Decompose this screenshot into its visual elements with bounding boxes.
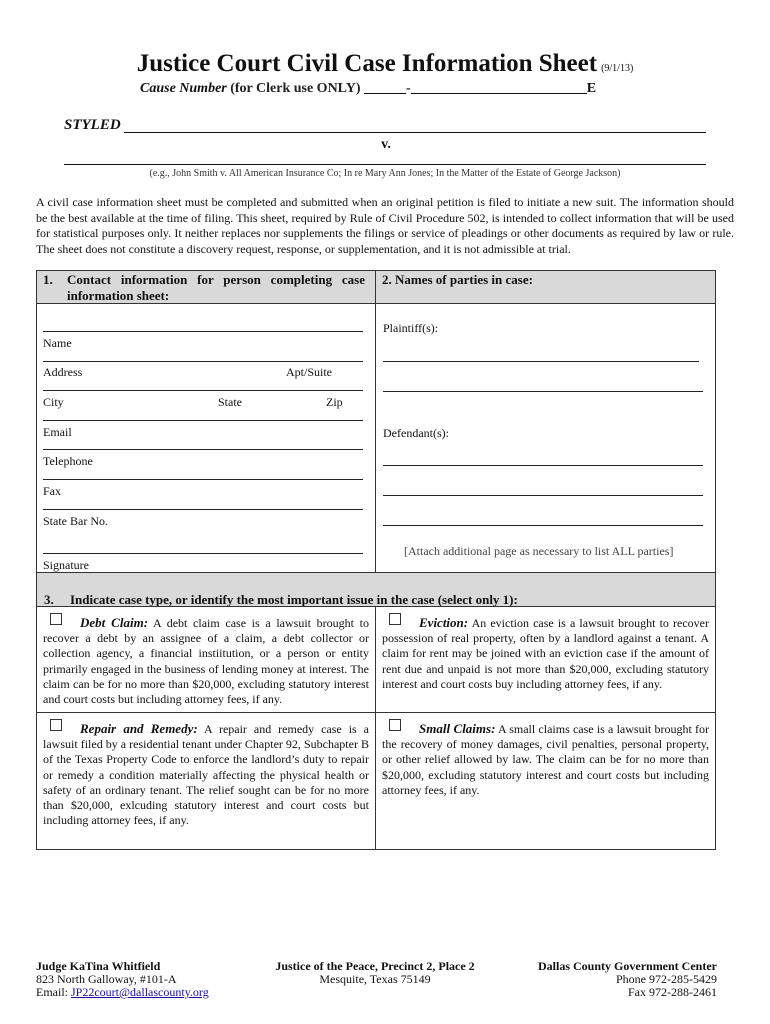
debt-claim-title: Debt Claim: [80,615,149,630]
styled-plaintiff-field[interactable] [124,132,706,133]
page-title [0,50,770,78]
judge-address: 823 North Galloway, #101-A [36,972,177,986]
bar-number-field[interactable] [43,509,363,510]
city-state-zip-field[interactable] [43,390,363,391]
repair-remedy-title: Repair and Remedy: [80,721,198,736]
fax-field[interactable] [43,479,363,480]
judge-email-row [36,986,209,999]
eviction-checkbox[interactable] [389,613,401,625]
address-field[interactable] [43,361,363,362]
debt-claim-option [36,606,376,713]
cause-label: Cause Number [140,81,227,96]
styled-defendant-field[interactable] [64,164,706,165]
plaintiffs-label: Plaintiff(s): [383,321,439,335]
city-label: City [43,395,64,409]
section2-number: 2. [382,272,392,287]
section3-header [36,572,716,607]
center-name: Dallas County Government Center [538,959,717,973]
small-claims-text: A small claims case is a lawsuit brought for the recovery of money damages, civil penalties, personal property, or other relief allowed by law. The claim can be for no more than $20,000, excluding statutory interest and court costs but including attorney fees, if any. [382,722,710,797]
small-claims-title: Small Claims: [419,721,496,736]
form-title: Justice Court Civil Case Information Sheet [136,50,598,77]
section3-number: 3. [44,592,54,607]
repair-remedy-option [36,712,376,850]
fax-label: Fax [43,484,61,498]
eviction-text: An eviction case is a lawsuit brought to recover possession of real property, often by a landlord against a tenant. A claim for rent may be joined with an eviction case if the amount of rent due and unpaid is not more than $20,000, excluding statutory interest and court costs buy including attorney fees, if any. [382,616,709,691]
defendants-label: Defendant(s): [383,426,449,440]
section1-number: 1. [43,272,53,287]
styled-example: (e.g., John Smith v. All American Insurance Co; In re Mary Ann Jones; In the Matter of the Estate of George Jackson) [149,168,621,179]
styled-label: STYLED [64,117,121,133]
intro-paragraph: A civil case information sheet must be completed and submitted when an original petition is filed to initiate a new suit. The information should be the best available at the time of filing. This sheet, required by Rule of Civil Procedure 502, is intended to collect information that will be used for statistical purposes only. It neither replaces nor supplements the filings or service of pleadings or other documents as required by law or rule. The sheet does not constitute a discovery request, response, or supplementation, and it is not admissible at trial. [36,195,734,256]
plaintiff-field-1[interactable] [383,361,699,362]
versus-text: v. [381,137,391,152]
name-label: Name [43,336,72,350]
center-fax: Fax 972-288-2461 [628,985,717,999]
defendant-field-1[interactable] [383,465,703,466]
revision-date: (9/1/13) [601,63,634,74]
address-label: Address [43,365,83,379]
email-field[interactable] [43,420,363,421]
footer-center [520,960,717,999]
debt-claim-text: A debt claim case is a lawsuit brought to recover a debt by an assignee of a claim, a debt collector or collection agency, a financial instiitution, or a person or entity primarily engaged in the business of lending money at interest. The claim can be for no more than $20,000, excluding statutory interest and court costs but including attorney fees, if any. [43,616,370,707]
bar-number-label: State Bar No. [43,514,108,528]
judge-email-link[interactable]: JP22court@dallascounty.org [71,985,209,999]
section1-header [36,270,376,304]
court-city: Mesquite, Texas 75149 [319,972,431,986]
email-prefix: Email: [36,985,68,999]
eviction-title: Eviction: [419,615,469,630]
section2-header [375,270,716,304]
defendant-field-3[interactable] [383,525,703,526]
footer-judge [36,960,209,999]
attach-note: [Attach additional page as necessary to list ALL parties] [404,544,674,558]
state-label: State [218,395,242,409]
judge-name: Judge KaTina Whitfield [36,959,161,973]
defendant-field-2[interactable] [383,495,703,496]
cause-note: (for Clerk use ONLY) [230,81,361,96]
small-claims-option [375,712,716,850]
cause-dash: - [406,81,411,96]
signature-field[interactable] [43,553,363,554]
small-claims-checkbox[interactable] [389,719,401,731]
cause-suffix: E [586,81,597,96]
footer-court [260,960,490,986]
repair-remedy-text: A repair and remedy case is a lawsuit filed by a residential tenant under Chapter 92, Subchapter B of the Texas Property Code to enforce the landlord’s duty to repair or remedy a condition materially affecting the physical health or safety of an ordinary tenant. The relief sought can be for no more than $20,000, exlcuding statutory interest and court costs but including attorney fees, if any. [43,722,369,828]
versus-label [0,137,770,153]
name-field[interactable] [43,331,363,332]
plaintiff-field-2[interactable] [383,391,703,392]
zip-label: Zip [326,395,343,409]
eviction-option [375,606,716,713]
debt-claim-checkbox[interactable] [50,613,62,625]
contact-info-panel [36,303,376,573]
cause-number-field-2[interactable] [411,80,587,94]
email-label: Email [43,425,72,439]
signature-label: Signature [43,558,89,572]
court-name: Justice of the Peace, Precinct 2, Place 2 [275,959,475,973]
repair-remedy-checkbox[interactable] [50,719,62,731]
telephone-field[interactable] [43,449,363,450]
section2-heading: Names of parties in case: [395,272,533,287]
cause-number-row [140,80,596,97]
cause-number-field-1[interactable] [364,80,406,94]
telephone-label: Telephone [43,454,93,468]
apt-label: Apt/Suite [286,365,333,379]
section1-heading: Contact information for person completing case information sheet: [67,272,365,303]
parties-panel [375,303,716,573]
center-phone: Phone 972-285-5429 [616,972,717,986]
section3-heading: Indicate case type, or identify the most important issue in the case (select only 1): [70,592,518,607]
